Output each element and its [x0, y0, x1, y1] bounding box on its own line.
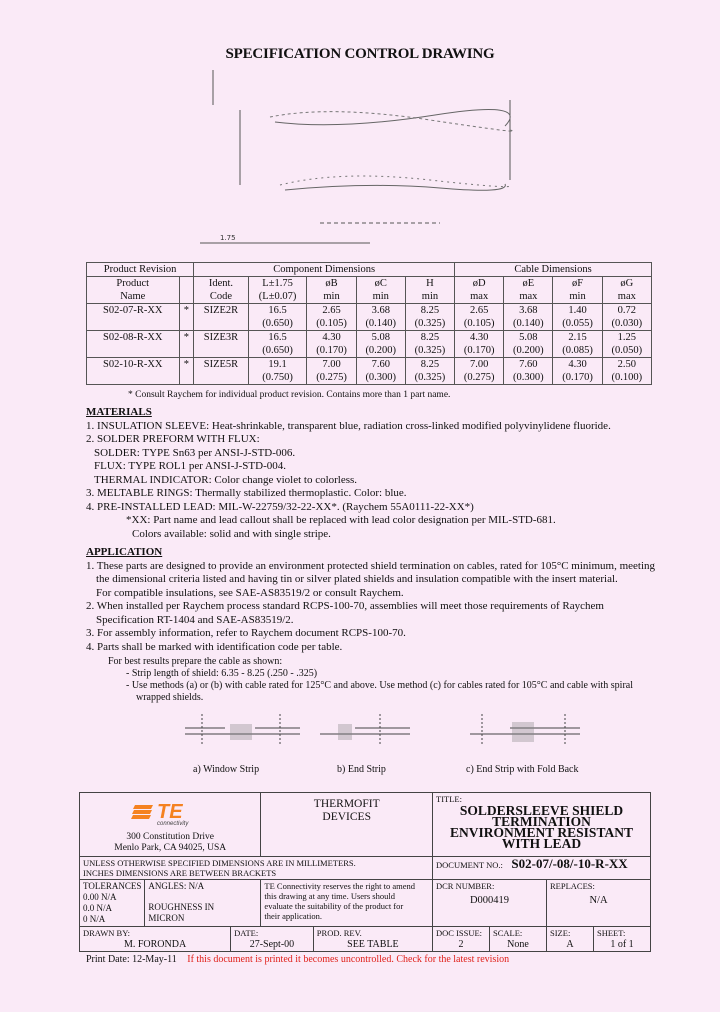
cell: (0.650): [248, 317, 307, 331]
date-cell: [231, 927, 314, 952]
product-line-2: DEVICES: [322, 811, 371, 823]
roughness-1: ROUGHNESS IN: [148, 902, 215, 912]
materials-line: 1. INSULATION SLEEVE: Heat-shrinkable, transparent blue, radiation cross-linked modified polyvinylidene fluoride.: [86, 419, 611, 432]
title-cell: [433, 793, 651, 857]
application-line: 4. Parts shall be marked with identification code per table.: [86, 640, 343, 653]
star-mark: *: [179, 358, 194, 372]
header-cell: øD: [455, 277, 504, 291]
doc-number-label: DOCUMENT NO.:: [436, 860, 503, 870]
units-note-1: UNLESS OTHERWISE SPECIFIED DIMENSIONS ARE IN MILLIMETERS.: [83, 858, 356, 868]
company-cell: [80, 793, 261, 857]
cell: (0.325): [405, 317, 454, 331]
cell: 19.1: [248, 358, 307, 372]
tolerance-3: 0 N/A: [83, 914, 106, 924]
size-cell: [547, 927, 594, 952]
header-cell: øG: [602, 277, 651, 291]
cell: 1.25: [602, 331, 651, 345]
cell: (0.140): [356, 317, 405, 331]
header-cell: øB: [307, 277, 356, 291]
header-cell: L±1.75: [248, 277, 307, 291]
disclaimer-cell: [261, 880, 433, 927]
prod-rev: SEE TABLE: [347, 939, 399, 950]
cell: (0.100): [602, 371, 651, 385]
te-logo: [83, 794, 257, 832]
materials-line: 3. MELTABLE RINGS: Thermally stabilized thermoplastic. Color: blue.: [86, 487, 407, 499]
cell: 5.08: [504, 331, 553, 345]
materials-line: FLUX: TYPE ROL1 per ANSI-J-STD-004.: [94, 460, 286, 472]
prod-rev-cell: [313, 927, 432, 952]
table-row: [87, 371, 652, 385]
scale-label: SCALE:: [493, 928, 523, 938]
ident-code: SIZE5R: [194, 358, 248, 372]
cell: (0.170): [455, 344, 504, 358]
title-label: TITLE:: [436, 794, 462, 804]
scale-value: None: [507, 939, 529, 950]
address-line-2: Menlo Park, CA 94025, USA: [114, 843, 227, 853]
cell: (0.325): [405, 344, 454, 358]
product-name: S02-08-R-XX: [87, 331, 180, 345]
address-line-1: 300 Constitution Drive: [126, 832, 215, 842]
cell: 2.65: [307, 304, 356, 318]
cell: 7.00: [307, 358, 356, 372]
disclaimer-3: evaluate the suitability of the product for: [264, 901, 404, 911]
application-heading: APPLICATION: [86, 546, 163, 558]
title-block: [79, 792, 651, 952]
cell: 3.68: [504, 304, 553, 318]
drawing-title-line-1: SOLDERSLEEVE SHIELD TERMINATION: [459, 803, 624, 829]
doc-issue: 2: [458, 939, 464, 950]
table-row: [87, 331, 652, 345]
print-date: Print Date: 12-May-11: [86, 954, 177, 965]
cell: (0.055): [553, 317, 602, 331]
roughness-2: MICRON: [148, 913, 185, 923]
header-cell: Code: [194, 290, 248, 304]
uncontrolled-warning: If this document is printed it becomes uncontrolled. Check for the latest revision: [187, 954, 510, 965]
drawing-title-line-2: ENVIRONMENT RESISTANT WITH LEAD: [450, 825, 633, 851]
date-value: 27-Sept-00: [249, 939, 295, 950]
group-component: Component Dimensions: [194, 263, 455, 277]
header-cell: min: [405, 290, 454, 304]
tip-line: For best results prepare the cable as shown:: [108, 656, 283, 667]
header-cell: min: [553, 290, 602, 304]
header-cell: min: [356, 290, 405, 304]
prep-tips: [108, 656, 668, 704]
disclaimer-1: TE Connectivity reserves the right to amend: [264, 881, 416, 891]
materials-line: 4. PRE-INSTALLED LEAD: MIL-W-22759/32-22-XX*. (Raychem 55A0111-22-XX*): [86, 500, 474, 513]
header-cell: (L±0.07): [248, 290, 307, 304]
cell: 7.60: [504, 358, 553, 372]
tolerance-2: 0.0 N/A: [83, 903, 112, 913]
cell: 2.15: [553, 331, 602, 345]
table-row: [87, 358, 652, 372]
cell: (0.030): [602, 317, 651, 331]
replaces-value: N/A: [589, 895, 608, 906]
doc-number-cell: [433, 857, 651, 880]
header-cell: H: [405, 277, 454, 291]
materials-line: THERMAL INDICATOR: Color change violet to colorless.: [94, 473, 358, 486]
materials-line: 2. SOLDER PREFORM WITH FLUX:: [86, 433, 260, 445]
header-cell: min: [307, 290, 356, 304]
size-value: A: [566, 939, 574, 950]
dim-label: 1.75: [220, 234, 236, 242]
cell: (0.200): [356, 344, 405, 358]
header-cell: Name: [87, 290, 180, 304]
dcr-label: DCR NUMBER:: [436, 881, 495, 891]
cell: 4.30: [455, 331, 504, 345]
dcr-number: D000419: [469, 895, 510, 906]
cell: 8.25: [405, 331, 454, 345]
header-cell: øF: [553, 277, 602, 291]
cell: 3.68: [356, 304, 405, 318]
tip-line: - Use methods (a) or (b) with cable rated for 125°C and above. Use method (c) for cables rated for 105°C and cable with spiral: [126, 680, 633, 691]
cell: 4.30: [553, 358, 602, 372]
sheet-cell: [594, 927, 651, 952]
replaces-label: REPLACES:: [550, 881, 595, 891]
materials-section: [86, 406, 666, 541]
application-section: [86, 546, 676, 654]
cell: 5.08: [356, 331, 405, 345]
drawn-by-cell: [80, 927, 231, 952]
tip-line: wrapped shields.: [136, 692, 204, 703]
sheet-value: 1 of 1: [610, 939, 634, 950]
header-cell: Product: [87, 277, 180, 291]
product-line-cell: [261, 793, 433, 857]
cell: (0.325): [405, 371, 454, 385]
cell: (0.105): [307, 317, 356, 331]
application-line: 3. For assembly information, refer to Raychem document RCPS-100-70.: [86, 627, 406, 639]
te-logo-mark: [131, 804, 155, 820]
header-cell: max: [455, 290, 504, 304]
group-cable: Cable Dimensions: [455, 263, 652, 277]
drawn-by: M. FORONDA: [123, 939, 187, 950]
doc-issue-label: DOC ISSUE:: [436, 928, 483, 938]
cell: 8.25: [405, 304, 454, 318]
doc-issue-cell: [433, 927, 490, 952]
strip-sketches: [180, 704, 600, 762]
print-footer: [86, 954, 509, 965]
cell: (0.650): [248, 344, 307, 358]
materials-line: *XX: Part name and lead callout shall be replaced with lead color designation per MIL-STD-681.: [126, 514, 556, 526]
group-product: Product Revision: [87, 263, 194, 277]
cell: (0.300): [356, 371, 405, 385]
materials-heading: MATERIALS: [86, 406, 152, 418]
header-cell: øE: [504, 277, 553, 291]
size-label: SIZE:: [550, 928, 571, 938]
strip-label-a: a) Window Strip: [193, 764, 260, 775]
header-cell: [179, 290, 194, 304]
header-cell: max: [602, 290, 651, 304]
logo-text: TE: [157, 801, 183, 823]
spec-table: [86, 262, 652, 385]
tip-line: - Strip length of shield: 6.35 - 8.25 (.250 - .325): [126, 668, 318, 679]
prod-rev-label: PROD. REV.: [316, 928, 362, 938]
cell: (0.200): [504, 344, 553, 358]
application-line: Specification RT-1404 and SAE-AS83519/2.: [96, 613, 294, 626]
star-mark: *: [179, 304, 194, 318]
application-line: For compatible insulations, see SAE-AS83519/2 or consult Raychem.: [96, 586, 404, 599]
table-footnote: * Consult Raychem for individual product revision. Contains more than 1 part name.: [128, 390, 451, 400]
header-cell: [179, 277, 194, 291]
cell: (0.105): [455, 317, 504, 331]
cell: (0.275): [307, 371, 356, 385]
cell: 7.60: [356, 358, 405, 372]
tolerance-1: 0.00 N/A: [83, 892, 117, 902]
cell: 1.40: [553, 304, 602, 318]
cell: (0.750): [248, 371, 307, 385]
sheet-label: SHEET:: [597, 928, 626, 938]
ident-code: SIZE2R: [194, 304, 248, 318]
scale-cell: [490, 927, 547, 952]
cell: 0.72: [602, 304, 651, 318]
cell: (0.300): [504, 371, 553, 385]
materials-line: SOLDER: TYPE Sn63 per ANSI-J-STD-006.: [94, 446, 296, 459]
part-drawing: [180, 60, 580, 260]
product-line-1: THERMOFIT: [313, 798, 380, 810]
materials-line: Colors available: solid and with single stripe.: [132, 527, 331, 540]
ident-code: SIZE3R: [194, 331, 248, 345]
replaces-cell: [547, 880, 651, 927]
cell: 2.50: [602, 358, 651, 372]
logo-subtext: connectivity: [157, 821, 189, 827]
product-name: S02-07-R-XX: [87, 304, 180, 318]
header-cell: max: [504, 290, 553, 304]
drawn-by-label: DRAWN BY:: [83, 928, 130, 938]
cell: 4.30: [307, 331, 356, 345]
header-cell: øC: [356, 277, 405, 291]
cell: 16.5: [248, 331, 307, 345]
units-note-2: INCHES DIMENSIONS ARE BETWEEN BRACKETS: [83, 868, 277, 878]
cell: (0.170): [307, 344, 356, 358]
cell: (0.275): [455, 371, 504, 385]
page-title: SPECIFICATION CONTROL DRAWING: [225, 46, 495, 62]
dcr-cell: [433, 880, 547, 927]
strip-label-c: c) End Strip with Fold Back: [466, 764, 579, 775]
strip-label-b: b) End Strip: [337, 764, 386, 775]
cell: 2.65: [455, 304, 504, 318]
cell: 16.5: [248, 304, 307, 318]
units-note: [80, 857, 433, 880]
disclaimer-4: their application.: [264, 911, 323, 921]
product-name: S02-10-R-XX: [87, 358, 180, 372]
tolerances-label: TOLERANCES: [83, 881, 142, 891]
header-cell: Ident.: [194, 277, 248, 291]
application-line: 2. When installed per Raychem process standard RCPS-100-70, assemblies will meet those requirements of Raychem: [86, 600, 604, 612]
application-line: 1. These parts are designed to provide an environment protected shield termination on cables, rated for 105°C minimum, meeting: [86, 559, 656, 572]
star-mark: *: [179, 331, 194, 345]
cell: (0.140): [504, 317, 553, 331]
table-row: [87, 344, 652, 358]
cell: (0.085): [553, 344, 602, 358]
doc-number: S02-07/-08/-10-R-XX: [511, 856, 628, 871]
date-label: DATE:: [234, 928, 259, 938]
disclaimer-2: this drawing at any time. Users should: [264, 891, 395, 901]
cell: 8.25: [405, 358, 454, 372]
table-row: [87, 304, 652, 318]
table-row: [87, 317, 652, 331]
angles-cell: [145, 880, 261, 927]
cell: (0.050): [602, 344, 651, 358]
cell: 7.00: [455, 358, 504, 372]
cell: (0.170): [553, 371, 602, 385]
tolerances-cell: [80, 880, 145, 927]
angles: ANGLES: N/A: [148, 881, 205, 891]
application-line: the dimensional criteria listed and having tin or silver plated shields and insulation compatible with the insert material.: [96, 573, 618, 585]
